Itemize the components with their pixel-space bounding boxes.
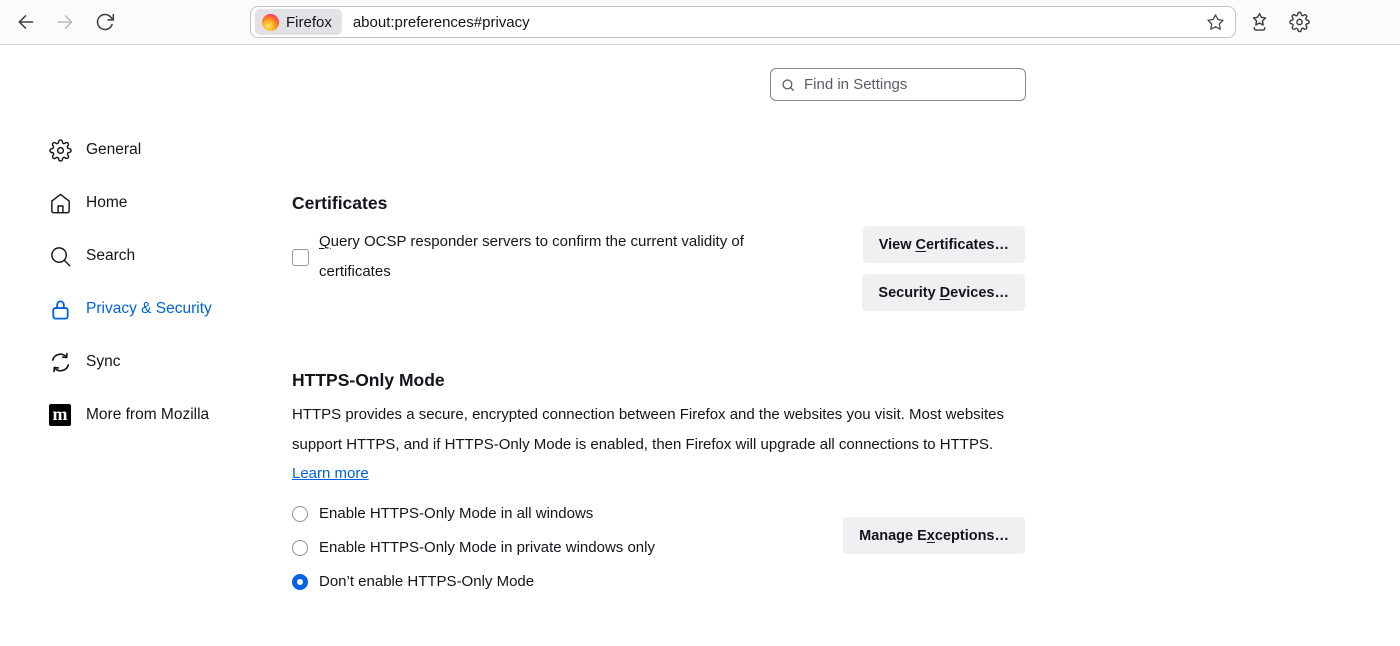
sidebar-item-label: Home (86, 194, 128, 211)
button-label-post: ceptions… (934, 527, 1009, 544)
forward-arrow-icon (55, 12, 76, 33)
sync-arrows-icon (48, 350, 72, 374)
url-bar[interactable] (250, 6, 1236, 38)
sidebar-item-privacy-security[interactable] (48, 295, 212, 323)
browser-toolbar (0, 0, 1400, 45)
ocsp-label-post: uery OCSP responder servers to confirm the current validity of certificates (319, 233, 744, 280)
button-label-accesskey: D (939, 284, 951, 301)
button-label-post: evices… (950, 284, 1009, 301)
ocsp-checkbox[interactable] (292, 249, 309, 266)
ocsp-label-accesskey: Q (319, 233, 331, 250)
button-label-post: ertificates… (925, 236, 1009, 253)
radio-button-selected-icon (292, 574, 308, 590)
sidebar-item-sync[interactable] (48, 348, 212, 376)
reload-button[interactable] (93, 10, 117, 34)
bookmark-star-icon (1206, 13, 1225, 32)
bookmarks-tray-icon (1249, 12, 1270, 33)
radio-label: Enable HTTPS-Only Mode in private windows only (319, 539, 655, 556)
certificates-heading: Certificates (292, 193, 388, 213)
site-identity-chip[interactable] (255, 9, 342, 35)
learn-more-link[interactable]: Learn more (292, 465, 369, 482)
home-icon (48, 191, 72, 215)
settings-button[interactable] (1289, 12, 1310, 33)
button-label-pre: View (878, 236, 916, 253)
sidebar-item-search[interactable] (48, 242, 212, 270)
https-only-description: HTTPS provides a secure, encrypted connection between Firefox and the websites you visit. Most websites support HTTPS, and if HTTPS-Only Mode is enabled, then Firefox will upgrade all connections to HTTPS. (292, 406, 1005, 453)
sidebar-item-home[interactable] (48, 189, 212, 217)
radio-label: Enable HTTPS-Only Mode in all windows (319, 505, 594, 522)
reload-icon (95, 12, 115, 32)
manage-exceptions-button[interactable] (843, 517, 1025, 554)
site-identity-label: Firefox (286, 13, 332, 31)
gear-icon (48, 138, 72, 162)
radio-button-icon (292, 540, 308, 556)
sidebar-item-label: Search (86, 247, 136, 264)
https-only-heading: HTTPS-Only Mode (292, 370, 445, 390)
magnifier-icon (48, 244, 72, 268)
back-arrow-icon (15, 12, 36, 33)
preferences-sidebar (48, 136, 212, 429)
button-label-accesskey: C (915, 236, 926, 253)
bookmarks-menu-button[interactable] (1249, 12, 1270, 33)
back-button[interactable] (13, 10, 38, 35)
view-certificates-button[interactable] (863, 226, 1025, 263)
sidebar-item-more-from-mozilla[interactable] (48, 401, 212, 429)
firefox-logo-icon (262, 14, 279, 31)
https-only-section (292, 370, 1027, 599)
bookmark-page-button[interactable] (1206, 13, 1225, 32)
sidebar-item-label: Sync (86, 353, 121, 370)
button-label-pre: Manage E (859, 527, 927, 544)
ocsp-label[interactable] (319, 227, 812, 287)
lock-icon (48, 297, 72, 321)
settings-search (770, 68, 1026, 101)
button-label-pre: Security (878, 284, 940, 301)
forward-button[interactable] (53, 10, 78, 35)
mozilla-m-icon: m (48, 403, 72, 427)
security-devices-button[interactable] (862, 274, 1025, 311)
settings-search-input[interactable] (770, 68, 1026, 101)
button-label-accesskey: x (926, 527, 935, 544)
url-text: about:preferences#privacy (352, 13, 530, 31)
sidebar-item-label: General (86, 141, 142, 158)
ocsp-row (292, 227, 812, 287)
settings-gear-icon (1289, 12, 1310, 33)
sidebar-item-label: More from Mozilla (86, 406, 210, 423)
sidebar-item-label: Privacy & Security (86, 300, 212, 317)
radio-https-dont-enable[interactable] (292, 565, 1027, 599)
radio-button-icon (292, 506, 308, 522)
sidebar-item-general[interactable] (48, 136, 212, 164)
radio-label: Don’t enable HTTPS-Only Mode (319, 573, 535, 590)
